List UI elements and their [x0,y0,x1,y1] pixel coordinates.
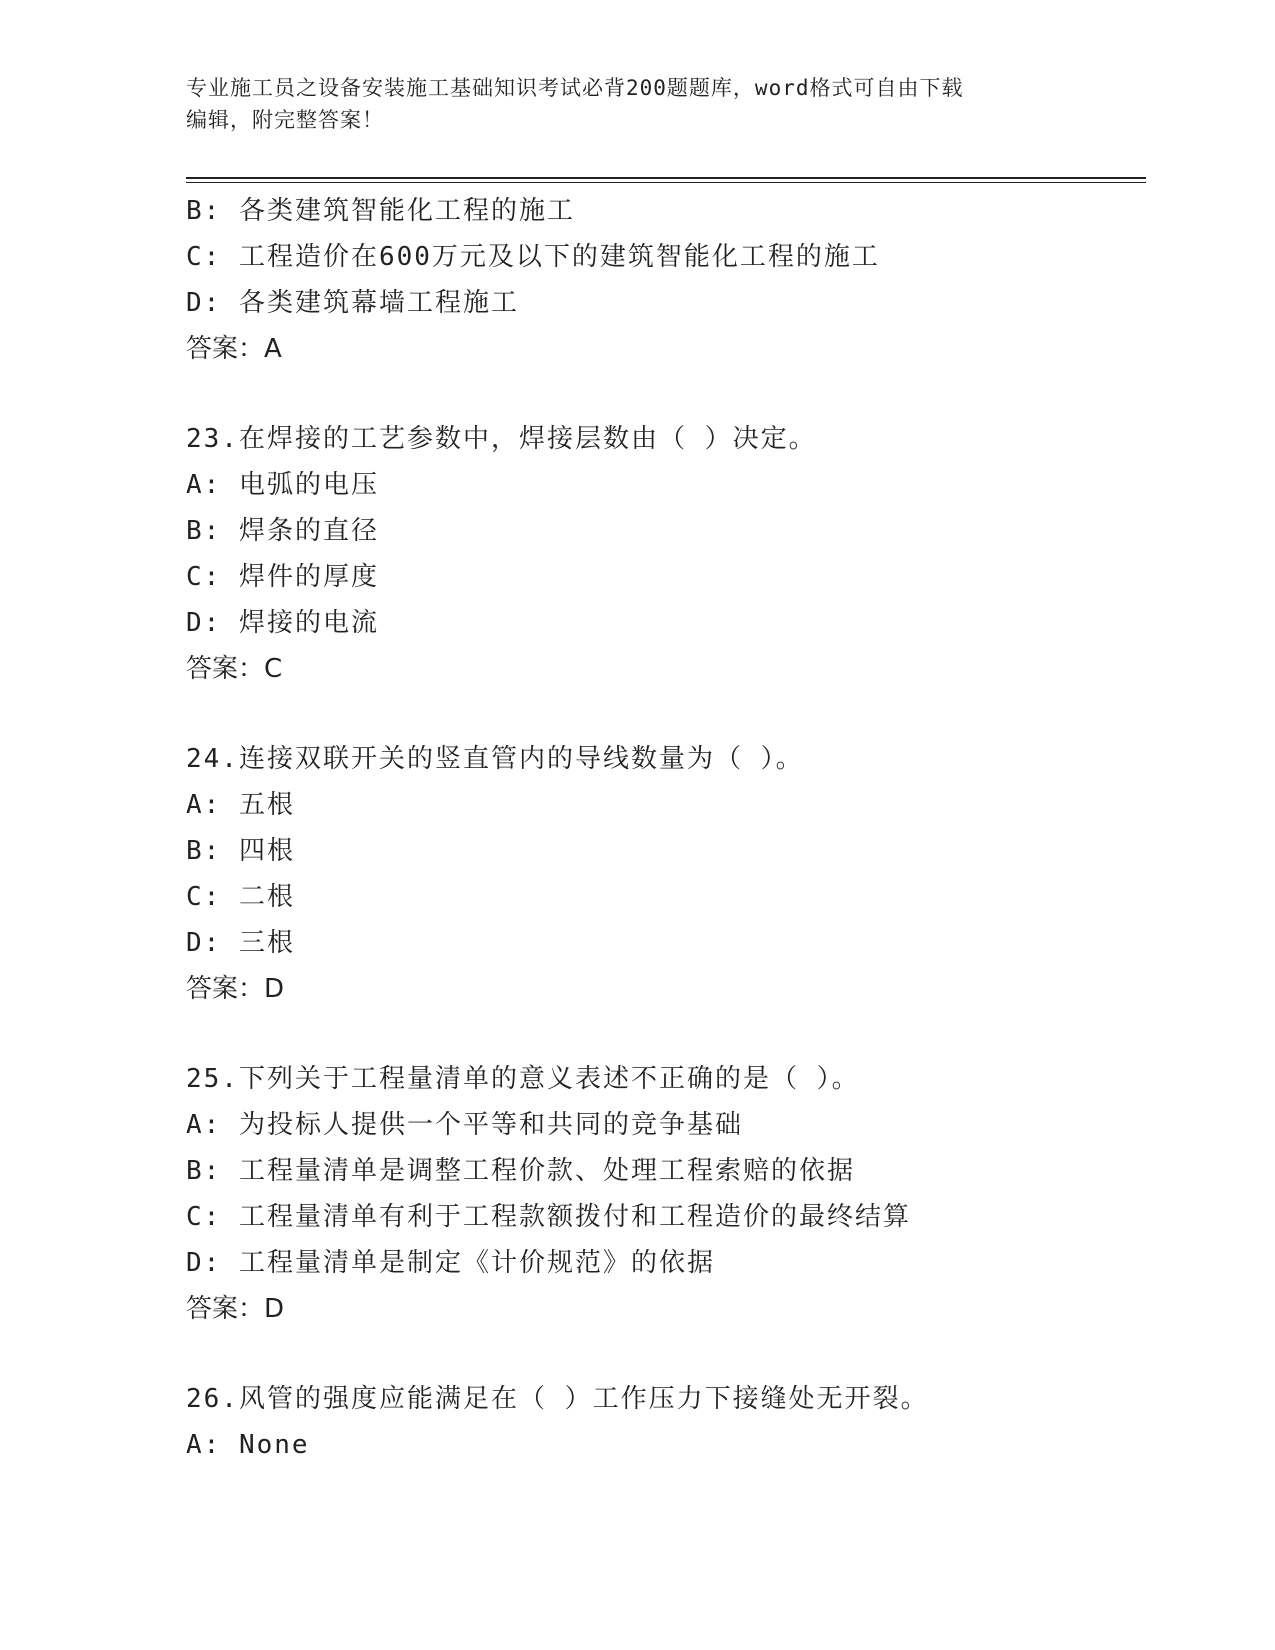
question-text: 23.在焊接的工艺参数中，焊接层数由（ ）决定。 [186,424,817,454]
header-title-line-1: 专业施工员之设备安装施工基础知识考试必背200题题库，word格式可自由下载 [186,76,964,100]
header-divider-thin [186,182,1146,183]
question-block-23 [186,416,1146,692]
option-b: B: 焊条的直径 [186,516,379,546]
document-header [186,72,1086,136]
option-a: A: 为投标人提供一个平等和共同的竞争基础 [186,1110,743,1140]
question-list [186,188,1146,1468]
question-block-22-partial [186,188,1146,372]
question-block-25 [186,1056,1146,1332]
option-d: D: 三根 [186,928,295,958]
option-d: D: 工程量清单是制定《计价规范》的依据 [186,1248,715,1278]
answer-line: 答案：C [186,654,283,684]
answer-line: 答案：D [186,974,285,1004]
question-text: 26.风管的强度应能满足在（ ）工作压力下接缝处无开裂。 [186,1384,929,1414]
header-divider-thick [186,177,1146,179]
option-c: C: 工程量清单有利于工程款额拨付和工程造价的最终结算 [186,1202,911,1232]
answer-line: 答案：A [186,334,282,364]
header-title-line-2: 编辑，附完整答案！ [186,108,384,132]
option-c: C: 焊件的厚度 [186,562,379,592]
option-b: B: 工程量清单是调整工程价款、处理工程索赔的依据 [186,1156,855,1186]
question-block-24 [186,736,1146,1012]
option-a: A: 电弧的电压 [186,470,379,500]
option-b: B: 各类建筑智能化工程的施工 [186,196,575,226]
question-text: 25.下列关于工程量清单的意义表述不正确的是（ ）。 [186,1064,860,1094]
question-block-26 [186,1376,1146,1468]
option-b: B: 四根 [186,836,295,866]
answer-line: 答案：D [186,1294,285,1324]
option-d: D: 各类建筑幕墙工程施工 [186,288,519,318]
option-d: D: 焊接的电流 [186,608,379,638]
option-c: C: 二根 [186,882,295,912]
question-text: 24.连接双联开关的竖直管内的导线数量为（ ）。 [186,744,804,774]
option-c: C: 工程造价在600万元及以下的建筑智能化工程的施工 [186,242,880,272]
option-a: A: 五根 [186,790,295,820]
option-a: A: None [186,1430,310,1460]
